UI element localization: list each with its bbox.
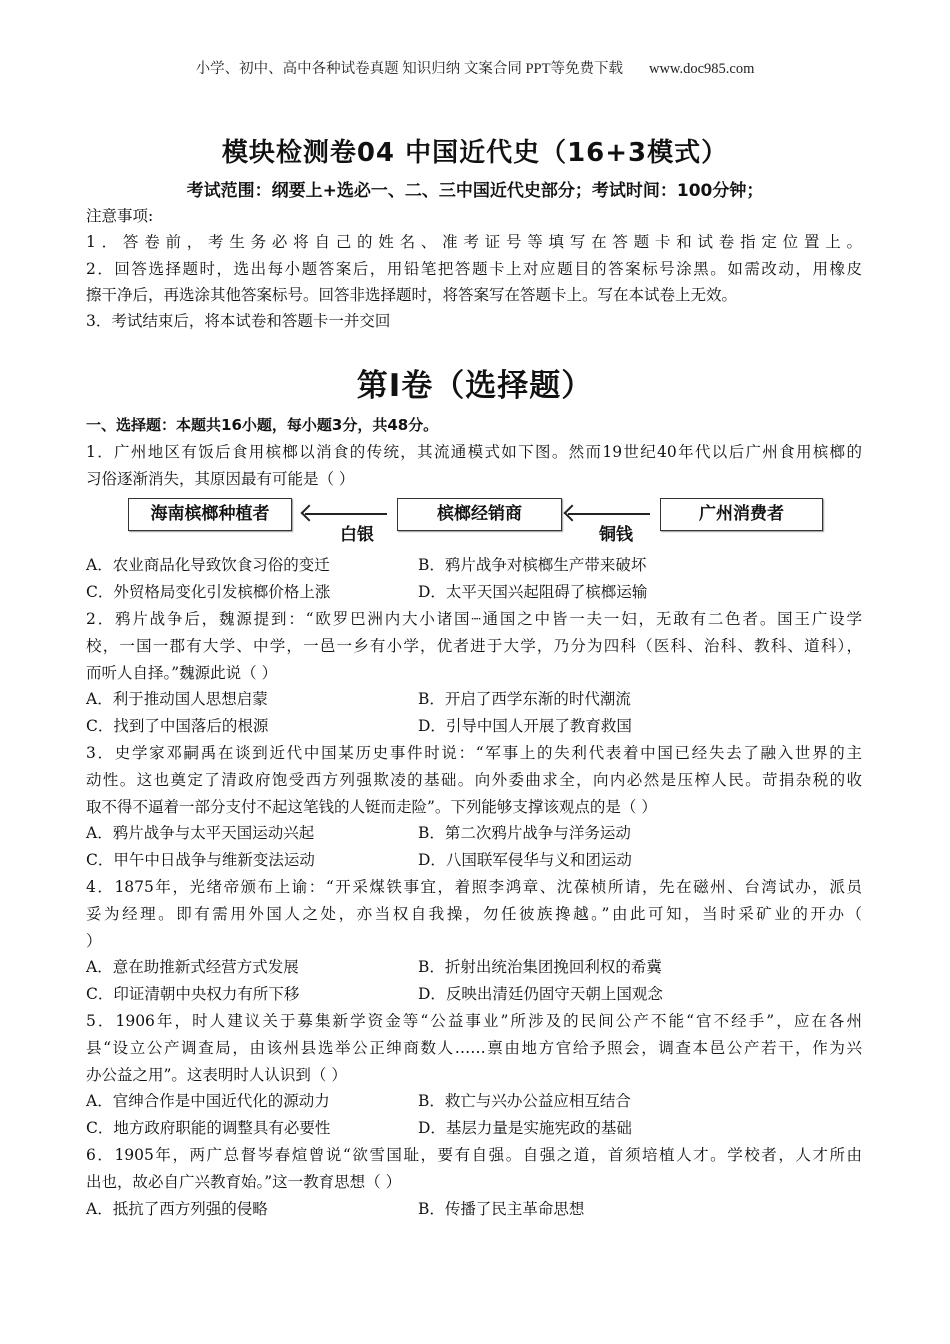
question-stem-line: 取不得不逼着一部分支付不起这笔钱的人铤而走险”。下列能够支撑该观点的是（ ） [86,797,657,816]
notes-heading: 注意事项: [86,207,154,225]
option-row [86,954,862,981]
answer-option: A．官绅合作是中国近代化的源动力 [86,1092,330,1111]
note-line: 3．考试结束后，将本试卷和答题卡一并交回 [86,312,391,331]
note-line: 擦干净后，再选涂其他答案标号。回答非选择题时，将答案写在答题卡上。写在本试卷上无效。 [86,285,738,304]
answer-option: C．找到了中国落后的根源 [86,717,269,736]
flow-box: 槟榔经销商 [397,498,562,531]
answer-option: D．基层力量是实施宪政的基础 [418,1119,632,1138]
option-row [86,686,862,713]
question-stem-line: 妥为经理。即有需用外国人之处，亦当权自我操，勿任彼族搀越。”由此可知，当时采矿业的开办（ [86,904,862,923]
header-url: www.doc985.com [648,61,755,77]
section-title: 第I卷（选择题） [356,368,594,404]
option-row [86,981,862,1008]
answer-option: C．地方政府职能的调整具有必要性 [86,1119,331,1138]
option-row [86,820,862,847]
flow-box: 广州消费者 [660,498,823,531]
exam-scope: 考试范围：纲要上+选必一、二、三中国近代史部分；考试时间：100分钟； [186,181,764,201]
question-stem-line: 2．鸦片战争后，魏源提到：“欧罗巴洲内大小诸国┈通国之中皆一夫一妇，无敢有二色者。国王广设学 [86,609,862,628]
arrow-left-icon [305,513,387,515]
answer-option: A．抵抗了西方列强的侵略 [86,1199,268,1218]
question-stem-line: 出也，故必自广兴教育始。”这一教育思想（ ） [86,1172,402,1191]
question-stem-line: 县“设立公产调查局，由该州县选举公正绅商数人……禀由地方官给予照会，调查本邑公产若干，作为兴 [86,1038,862,1057]
flow-label: 白银 [340,525,374,546]
questions [86,412,862,1222]
question-stem-line: 6．1905年，两广总督岑春煊曾说“欲雪国耻，要有自强。自强之道，首须培植人才。学校者，人才所由 [86,1145,862,1164]
answer-option: D．八国联军侵华与义和团运动 [418,851,632,870]
option-row [86,847,862,874]
answer-option: C．外贸格局变化引发槟榔价格上涨 [86,583,331,602]
question-stem-line: 5．1906年，时人建议关于募集新学资金等“公益事业”所涉及的民间公产不能“官不经手”，应在各州 [86,1011,862,1030]
question-3 [86,740,862,874]
answer-option: D．太平天国兴起阻碍了槟榔运输 [418,583,648,602]
note-line: 2．回答选择题时，选出每小题答案后，用铅笔把答题卡上对应题目的答案标号涂黑。如需改动，用橡皮 [86,259,862,278]
answer-option: C．印证清朝中央权力有所下移 [86,985,300,1004]
question-stem-line: 而听人自择。”魏源此说（ ） [86,663,278,682]
notes [86,203,862,334]
note-line: 1．答卷前，考生务必将自己的姓名、准考证号等填写在答题卡和试卷指定位置上。 [86,233,862,252]
question-stem-line: 动性。这也奠定了清政府饱受西方列强欺凌的基础。向外委曲求全，向内必然是压榨人民。苛捐杂税的收 [86,770,862,789]
flow-box: 海南槟榔种植者 [128,498,292,531]
question-6 [86,1142,862,1222]
answer-option: B．折射出统治集团挽回利权的希冀 [418,958,662,977]
answer-option: C．甲午中日战争与维新变法运动 [86,851,315,870]
document-title: 模块检测卷04 中国近代史（16+3模式） [221,138,729,168]
answer-option: B．传播了民主革命思想 [418,1199,585,1218]
header-text: 小学、初中、高中各种试卷真题 知识归纳 文案合同 PPT等免费下载 [195,61,623,77]
option-row [86,1088,862,1115]
answer-option: A．鸦片战争与太平天国运动兴起 [86,824,315,843]
page-header [0,57,950,78]
arrow-left-icon [568,513,650,515]
question-1 [86,439,862,606]
answer-option: A．农业商品化导致饮食习俗的变迁 [86,556,330,575]
flow-label: 铜钱 [599,525,633,546]
question-5 [86,1008,862,1142]
option-row [86,713,862,740]
question-2 [86,606,862,740]
option-row [86,1196,862,1223]
question-stem-line: 4．1875年，光绪帝颁布上谕：“开采煤铁事宜，着照李鸿章、沈葆桢所请，先在磁州、台湾试办，派员 [86,877,862,896]
question-stem-line: ） [86,931,102,950]
answer-option: B．鸦片战争对槟榔生产带来破坏 [418,556,647,575]
question-stem-line: 办公益之用”。这表明时人认识到（ ） [86,1065,347,1084]
flow-diagram [86,492,862,552]
part-heading: 一、选择题：本题共16小题，每小题3分，共48分。 [86,416,439,434]
answer-option: B．救亡与兴办公益应相互结合 [418,1092,631,1111]
question-stem-line: 1．广州地区有饭后食用槟榔以消食的传统，其流通模式如下图。然而19世纪40年代以后广州食用槟榔的 [86,442,862,461]
answer-option: B．第二次鸦片战争与洋务运动 [418,824,631,843]
answer-option: D．引导中国人开展了教育救国 [418,717,632,736]
option-row [86,1115,862,1142]
question-4 [86,874,862,1008]
option-row [86,579,862,606]
question-stem-line: 3．史学家邓嗣禹在谈到近代中国某历史事件时说：“军事上的失利代表着中国已经失去了融入世界的主 [86,743,862,762]
option-row [86,552,862,579]
answer-option: A．意在助推新式经营方式发展 [86,958,299,977]
question-stem-line: 习俗逐渐消失，其原因最有可能是（ ） [86,469,355,488]
question-stem-line: 校，一国一郡有大学、中学，一邑一乡有小学，优者进于大学，乃分为四科（医科、治科、教科、道科）， [86,636,862,655]
answer-option: A．利于推动国人思想启蒙 [86,690,268,709]
answer-option: B．开启了西学东渐的时代潮流 [418,690,631,709]
answer-option: D．反映出清廷仍固守天朝上国观念 [418,985,663,1004]
